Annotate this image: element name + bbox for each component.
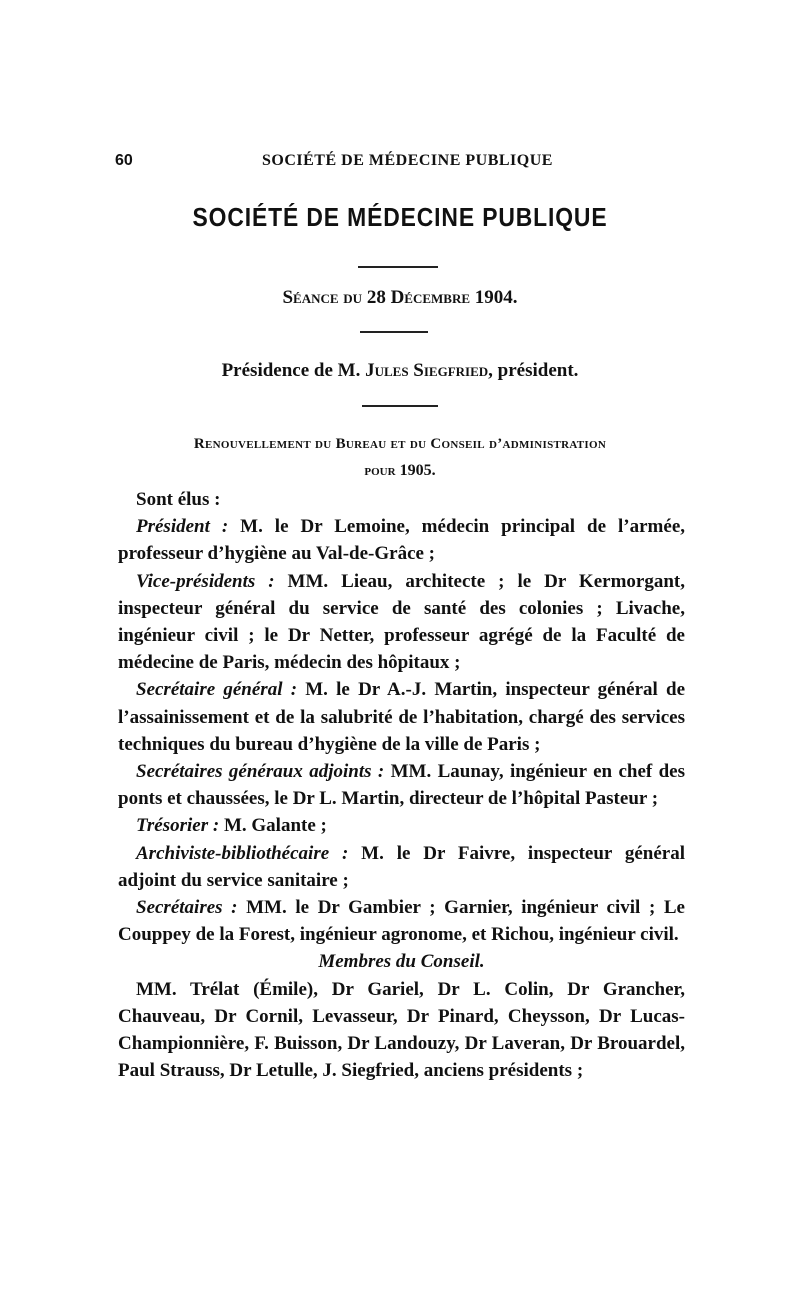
president-name: Jules Siegfried: [365, 360, 489, 381]
entry-president: [118, 513, 685, 567]
divider-rule: [358, 266, 438, 268]
running-title: SOCIÉTÉ DE MÉDECINE PUBLIQUE: [262, 152, 553, 169]
membres-list: MM. Trélat (Émile), Dr Gariel, Dr L. Colin, Dr Grancher, Chauveau, Dr Cornil, Levasseur, Dr Pinard, Cheysson, Dr Lucas-Championnière, F. Buisson, Dr Landouzy, Dr Laveran, Dr Brouardel, Paul Strauss, Dr Letulle, J. Siegfried, anciens présidents ;: [118, 978, 685, 1082]
role-label: Trésorier :: [136, 815, 220, 837]
page-number: 60: [115, 152, 133, 169]
entry-secretaire-general: [118, 676, 685, 758]
role-label: Vice-présidents :: [136, 570, 275, 592]
entry-text: MM. Launay, ingénieur en chef des ponts et chaussées, le Dr L. Martin, directeur de l’hôpital Pasteur ;: [118, 761, 686, 810]
presidence-prefix: Présidence de M.: [221, 360, 366, 381]
entry-text: M. le Dr Lemoine, médecin principal de l’armée, professeur d’hygiène au Val-de-Grâce ;: [118, 516, 686, 565]
sont-elus: Sont élus :: [136, 489, 221, 510]
body-text: [118, 486, 685, 1084]
role-label: Secrétaires généraux adjoints :: [136, 761, 385, 783]
entry-text: M. le Dr A.-J. Martin, inspecteur général de l’assainissement et de la salubrité de l’habitation, chargé des services techniques du bureau d’hygiène de la ville de Paris ;: [118, 679, 685, 755]
membres-heading: Membres du Conseil.: [318, 951, 485, 973]
entry-tresorier: [118, 812, 685, 839]
entry-text: MM. le Dr Gambier ; Garnier, ingénieur civil ; Le Couppey de la Forest, ingénieur agronome, et Richou, ingénieur civil.: [118, 897, 685, 946]
entry-text: MM. Lieau, architecte ; le Dr Kermorgant, inspecteur général du service de santé des colonies ; Livache, ingénieur civil ; le Dr Netter, professeur agrégé de la Faculté de médecine de Paris, médecin des hôpitaux ;: [118, 570, 685, 674]
entry-vice-presidents: [118, 568, 685, 677]
main-title: SOCIÉTÉ DE MÉDECINE PUBLIQUE: [192, 202, 608, 232]
entry-text: M. le Dr Faivre, inspecteur général adjoint du service sanitaire ;: [118, 842, 685, 891]
presidence-suffix: , président.: [488, 360, 579, 381]
divider-rule: [360, 331, 428, 333]
divider-rule: [362, 405, 438, 407]
seance-date: Séance du 28 Décembre 1904.: [282, 287, 518, 308]
role-label: Archiviste-bibliothécaire :: [136, 842, 349, 864]
entry-archiviste: [118, 840, 685, 894]
section-heading: Renouvellement du Bureau et du Conseil d’administration: [193, 436, 607, 452]
presidence-line: [0, 360, 800, 382]
running-head: [115, 152, 655, 176]
section-heading-year: pour 1905.: [364, 462, 436, 479]
entry-secretaires-adjoints: [118, 758, 685, 812]
entry-text: M. Galante ;: [219, 815, 327, 837]
role-label: Président :: [136, 516, 229, 538]
entry-secretaires: [118, 894, 685, 948]
role-label: Secrétaire général :: [136, 679, 298, 701]
role-label: Secrétaires :: [136, 897, 238, 919]
